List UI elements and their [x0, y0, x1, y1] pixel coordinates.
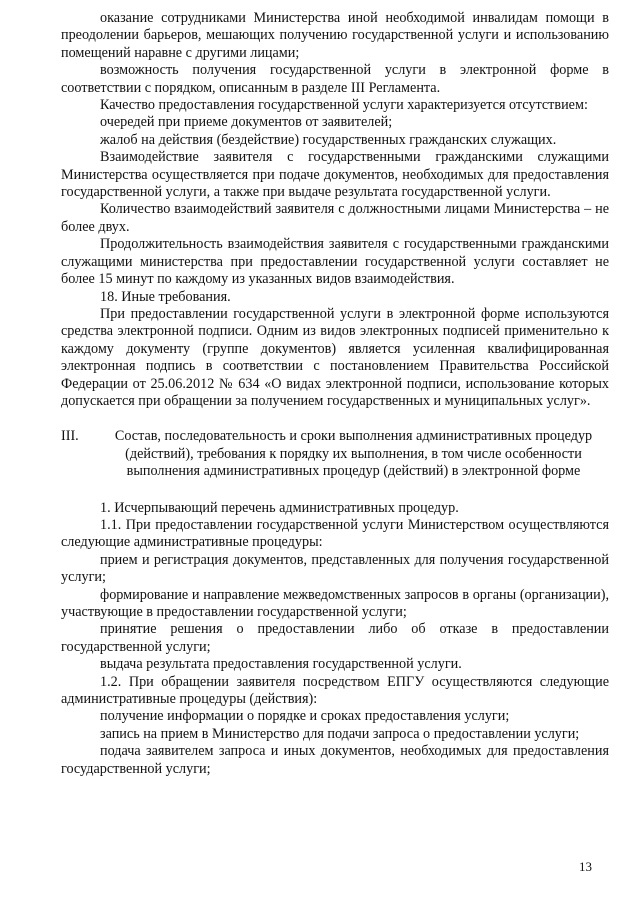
paragraph-interaction-duration: Продолжительность взаимодействия заявителя с государственными гражданскими служащими министерства при предоставлении государственной услуги составляет не более 15 минут по каждому из указанных видов взаимодействия. — [61, 236, 609, 288]
paragraph-quality: Качество предоставления государственной услуги характеризуется отсутствием: — [100, 97, 588, 114]
section-heading — [61, 428, 609, 480]
page-number: 13 — [579, 859, 592, 874]
section-title: Состав, последовательность и сроки выполнения административных процедур (действий), требования к порядку их выполнения, в том числе особенности выполнения административных процедур (действий) в электронной форме — [114, 428, 593, 480]
paragraph-no-complaints: жалоб на действия (бездействие) государственных гражданских служащих. — [100, 131, 557, 148]
paragraph-electronic-possibility: возможность получения государственной услуги в электронной форме в соответствии с порядком, описанным в разделе III Регламента. — [61, 62, 609, 96]
paragraph-other-requirements: 18. Иные требования. — [100, 288, 231, 305]
paragraph-interagency-requests: формирование и направление межведомственных запросов в органы (организации), участвующие в предоставлении государственной услуги; — [61, 586, 609, 620]
paragraph-request-submission: подача заявителем запроса и иных документов, необходимых для предоставления государственной услуги; — [61, 743, 609, 777]
paragraph-interaction-count: Количество взаимодействий заявителя с должностными лицами Министерства – не более двух. — [61, 201, 609, 235]
paragraph-electronic-signature: При предоставлении государственной услуги в электронной форме используются средства электронной подписи. Одним из видов электронных подписей применительно к каждому документу (группе документов) является усиленная квалифицированная электронная подпись в соответствии с постановлением Правительства Российской Федерации от 25.06.2012 № 634 «О видах электронной подписи, использование которых допускается при обращении за получением государственных и муниципальных услуг». — [61, 305, 609, 409]
paragraph-info-obtaining: получение информации о порядке и сроках предоставления услуги; — [100, 708, 510, 725]
document-body — [61, 10, 609, 778]
paragraph-appointment: запись на прием в Министерство для подачи запроса о предоставлении услуги; — [100, 725, 580, 742]
paragraph-1-1: 1.1. При предоставлении государственной услуги Министерством осуществляются следующие административные процедуры: — [61, 516, 609, 551]
paragraph-assistance: оказание сотрудниками Министерства иной необходимой инвалидам помощи в преодолении барьеров, мешающих получению государственной услуги и использованию помещений наравне с другими лицами; — [61, 10, 609, 61]
section-number: III. — [61, 428, 79, 445]
paragraph-decision: принятие решения о предоставлении либо об отказе в предоставлении государственной услуги; — [61, 621, 609, 655]
paragraph-1-2: 1.2. При обращении заявителя посредством ЕПГУ осуществляются следующие административные процедуры (действия): — [61, 673, 609, 708]
paragraph-procedures-list: 1. Исчерпывающий перечень административных процедур. — [100, 499, 459, 516]
paragraph-result-issuance: выдача результата предоставления государственной услуги. — [100, 656, 462, 673]
paragraph-interaction: Взаимодействие заявителя с государственными гражданскими служащими Министерства осуществляется при подаче документов, необходимых для предоставления государственной услуги, а также при выдаче результата государственной услуги. — [61, 149, 609, 201]
paragraph-no-queues: очередей при приеме документов от заявителей; — [100, 114, 393, 131]
paragraph-reception: прием и регистрация документов, представленных для получения государственной услуги; — [61, 551, 609, 586]
